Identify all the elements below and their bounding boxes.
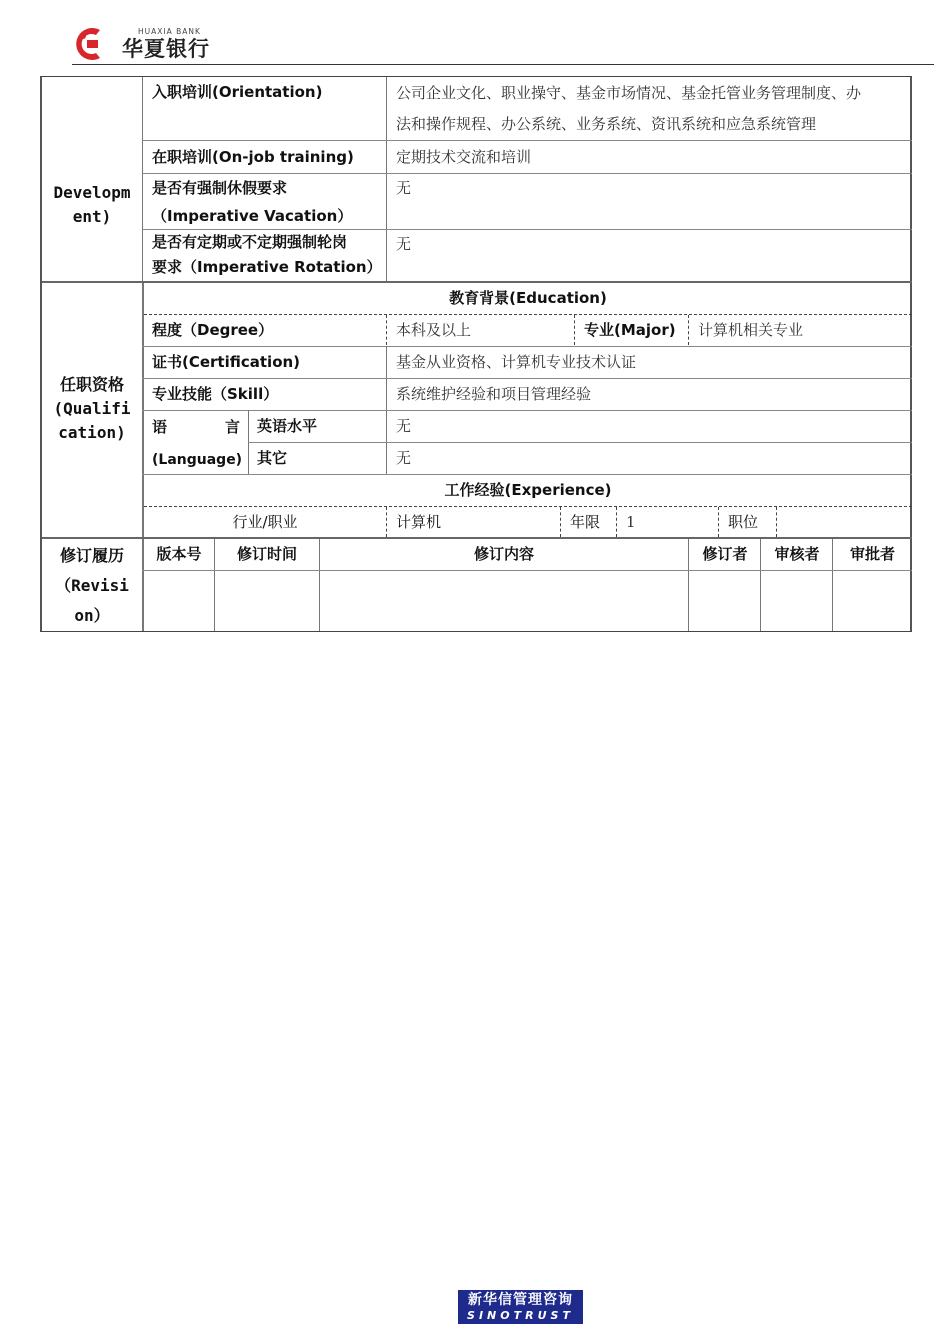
qualification-section (42, 283, 912, 537)
qualification-label-cn: 任职资格 (59, 375, 124, 394)
language-label (144, 411, 248, 476)
revision-section (42, 539, 912, 631)
english-level-label: 英语水平 (257, 417, 318, 435)
page-header (0, 0, 950, 70)
divider (142, 570, 912, 571)
revision-col-version: 版本号 (156, 545, 202, 563)
header-divider (72, 64, 934, 65)
development-section (42, 77, 912, 281)
dashed-divider (688, 315, 689, 345)
revision-col-reviewer: 审核者 (774, 545, 820, 563)
vacation-label-line1: 是否有强制休假要求 (152, 179, 288, 197)
qualification-label-en1: (Qualifi (53, 399, 131, 418)
revision-col-approver: 审批者 (849, 545, 895, 563)
huaxia-bank-logo-icon (70, 24, 112, 64)
orientation-value-line1: 公司企业文化、职业操守、基金市场情况、基金托管业务管理制度、办 (396, 84, 862, 102)
rotation-label-line1: 是否有定期或不定期强制轮岗 (152, 233, 348, 251)
sinotrust-logo (458, 1290, 583, 1324)
development-label: Developm ent) (53, 183, 131, 226)
divider (386, 77, 387, 281)
industry-label: 行业/职业 (232, 513, 298, 531)
language-label-char1: 语 (152, 418, 168, 436)
experience-header: 工作经验(Experience) (444, 481, 612, 499)
revision-label-en2: on） (74, 606, 110, 625)
orientation-label: 入职培训(Orientation) (152, 83, 323, 101)
industry-value: 计算机 (396, 513, 442, 531)
sinotrust-logo-en: SINOTRUST (467, 1309, 574, 1322)
major-value: 计算机相关专业 (698, 321, 804, 339)
onjob-training-label: 在职培训(On-job training) (152, 148, 354, 166)
qualification-label (42, 373, 142, 445)
dashed-divider (386, 507, 387, 537)
language-label-char2: 言 (224, 418, 240, 436)
revision-col-date: 修订时间 (236, 545, 297, 563)
skill-label: 专业技能（Skill） (152, 385, 279, 403)
job-description-table (40, 76, 912, 632)
revision-label-en1: （Revisi (55, 576, 129, 595)
rotation-label-line2: 要求（Imperative Rotation） (152, 258, 382, 276)
years-value: 1 (626, 513, 636, 531)
imperative-rotation-label (144, 230, 386, 280)
years-label: 年限 (570, 513, 601, 531)
imperative-vacation-value: 无 (396, 179, 412, 197)
degree-label: 程度（Degree） (152, 321, 274, 339)
vacation-label-line2: （Imperative Vacation） (152, 207, 353, 225)
dashed-divider (718, 507, 719, 537)
english-level-value: 无 (396, 417, 412, 435)
certification-value: 基金从业资格、计算机专业技术认证 (396, 353, 637, 371)
other-language-label: 其它 (257, 449, 288, 467)
other-language-value: 无 (396, 449, 412, 467)
dashed-divider (616, 507, 617, 537)
degree-value: 本科及以上 (396, 321, 472, 339)
language-label-en: (Language) (152, 452, 243, 468)
skill-value: 系统维护经验和项目管理经验 (396, 385, 592, 403)
position-label: 职位 (728, 513, 759, 531)
onjob-training-value: 定期技术交流和培训 (396, 148, 532, 166)
bank-name-cn: 华夏银行 (122, 37, 210, 61)
major-label: 专业(Major) (584, 321, 676, 339)
dashed-divider (560, 507, 561, 537)
dashed-divider (776, 507, 777, 537)
qualification-label-en2: cation) (58, 423, 126, 442)
sinotrust-logo-cn: 新华信管理咨询 (468, 1292, 573, 1308)
imperative-vacation-label (144, 174, 386, 230)
divider (142, 77, 143, 281)
certification-label: 证书(Certification) (152, 353, 301, 371)
education-header: 教育背景(Education) (449, 289, 607, 307)
bank-name-en: HUAXIA BANK (138, 27, 201, 36)
dashed-divider (386, 315, 387, 345)
orientation-value-line2: 法和操作规程、办公系统、业务系统、资讯系统和应急系统管理 (396, 115, 817, 133)
revision-col-content: 修订内容 (473, 545, 534, 563)
imperative-rotation-value: 无 (396, 235, 412, 253)
dashed-divider (574, 315, 575, 345)
revision-label-cn: 修订履历 (59, 546, 124, 565)
orientation-value (388, 78, 912, 140)
revision-col-reviser: 修订者 (702, 545, 748, 563)
revision-label (42, 541, 142, 631)
